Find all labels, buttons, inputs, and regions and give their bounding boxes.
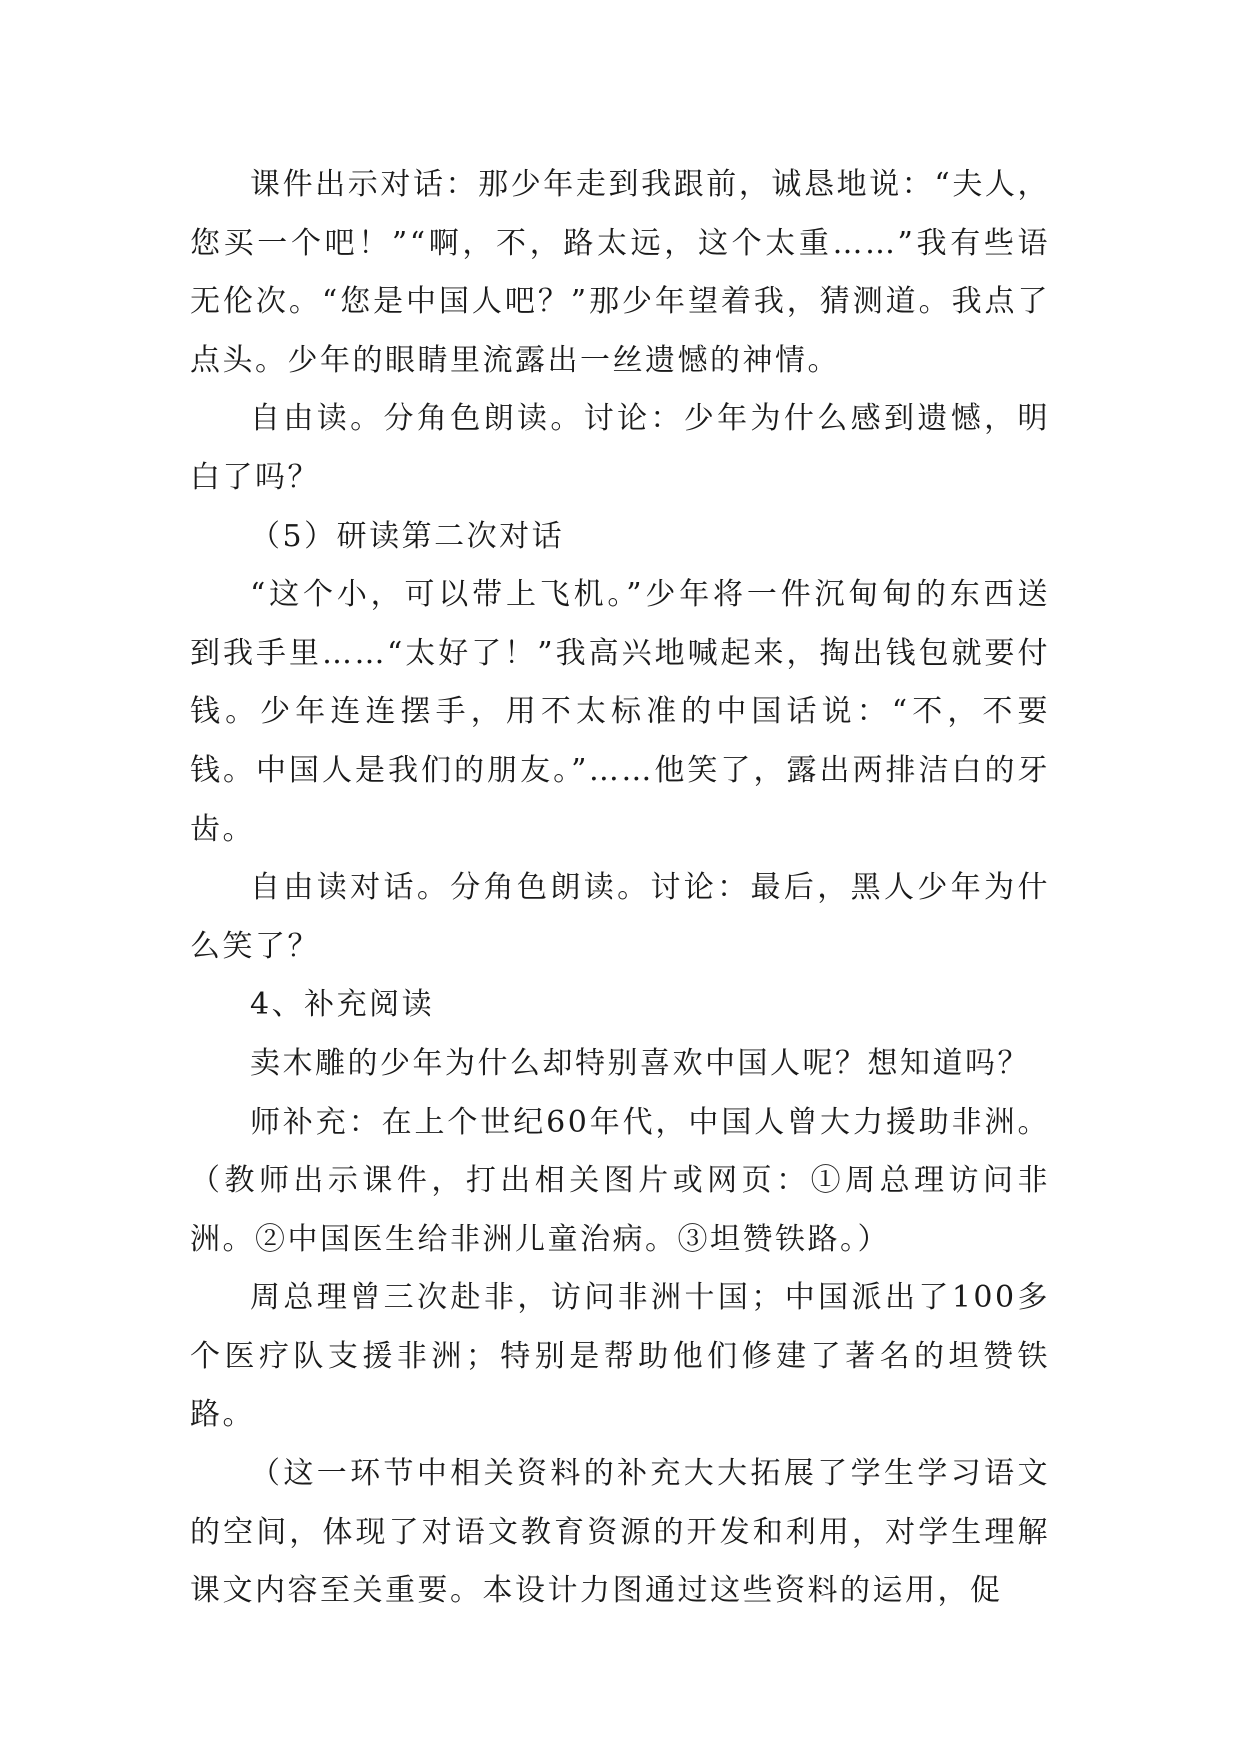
paragraph: 卖木雕的少年为什么却特别喜欢中国人呢？想知道吗？ — [250, 1045, 1030, 1081]
paragraph: 自由读。分角色朗读。讨论：少年为什么感到遗憾，明白了吗？ — [190, 401, 1050, 495]
document-body — [190, 156, 1050, 1621]
paragraph: 课件出示对话：那少年走到我跟前，诚恳地说：“夫人，您买一个吧！”“啊，不，路太远，这个太重……”我有些语无伦次。“您是中国人吧？”那少年望着我，猜测道。我点了点头。少年的眼睛里流露出一丝遗憾的神情。 — [190, 167, 1050, 378]
paragraph: （这一环节中相关资料的补充大大拓展了学生学习语文的空间，体现了对语文教育资源的开发和利用，对学生理解课文内容至关重要。本设计力图通过这些资料的运用，促 — [190, 1456, 1050, 1609]
paragraph: “这个小，可以带上飞机。”少年将一件沉甸甸的东西送到我手里……“太好了！”我高兴地喊起来，掏出钱包就要付钱。少年连连摆手，用不太标准的中国话说：“不，不要钱。中国人是我们的朋友。”……他笑了，露出两排洁白的牙齿。 — [190, 577, 1050, 847]
paragraph: 4、补充阅读 — [250, 987, 435, 1023]
paragraph: 师补充：在上个世纪60年代，中国人曾大力援助非洲。（教师出示课件，打出相关图片或网页：①周总理访问非洲。②中国医生给非洲儿童治病。③坦赞铁路。） — [190, 1104, 1050, 1257]
paragraph: （5）研读第二次对话 — [250, 518, 565, 554]
paragraph: 自由读对话。分角色朗读。讨论：最后，黑人少年为什么笑了？ — [190, 870, 1050, 964]
paragraph: 周总理曾三次赴非，访问非洲十国；中国派出了100多个医疗队支援非洲；特别是帮助他们修建了著名的坦赞铁路。 — [190, 1280, 1050, 1433]
